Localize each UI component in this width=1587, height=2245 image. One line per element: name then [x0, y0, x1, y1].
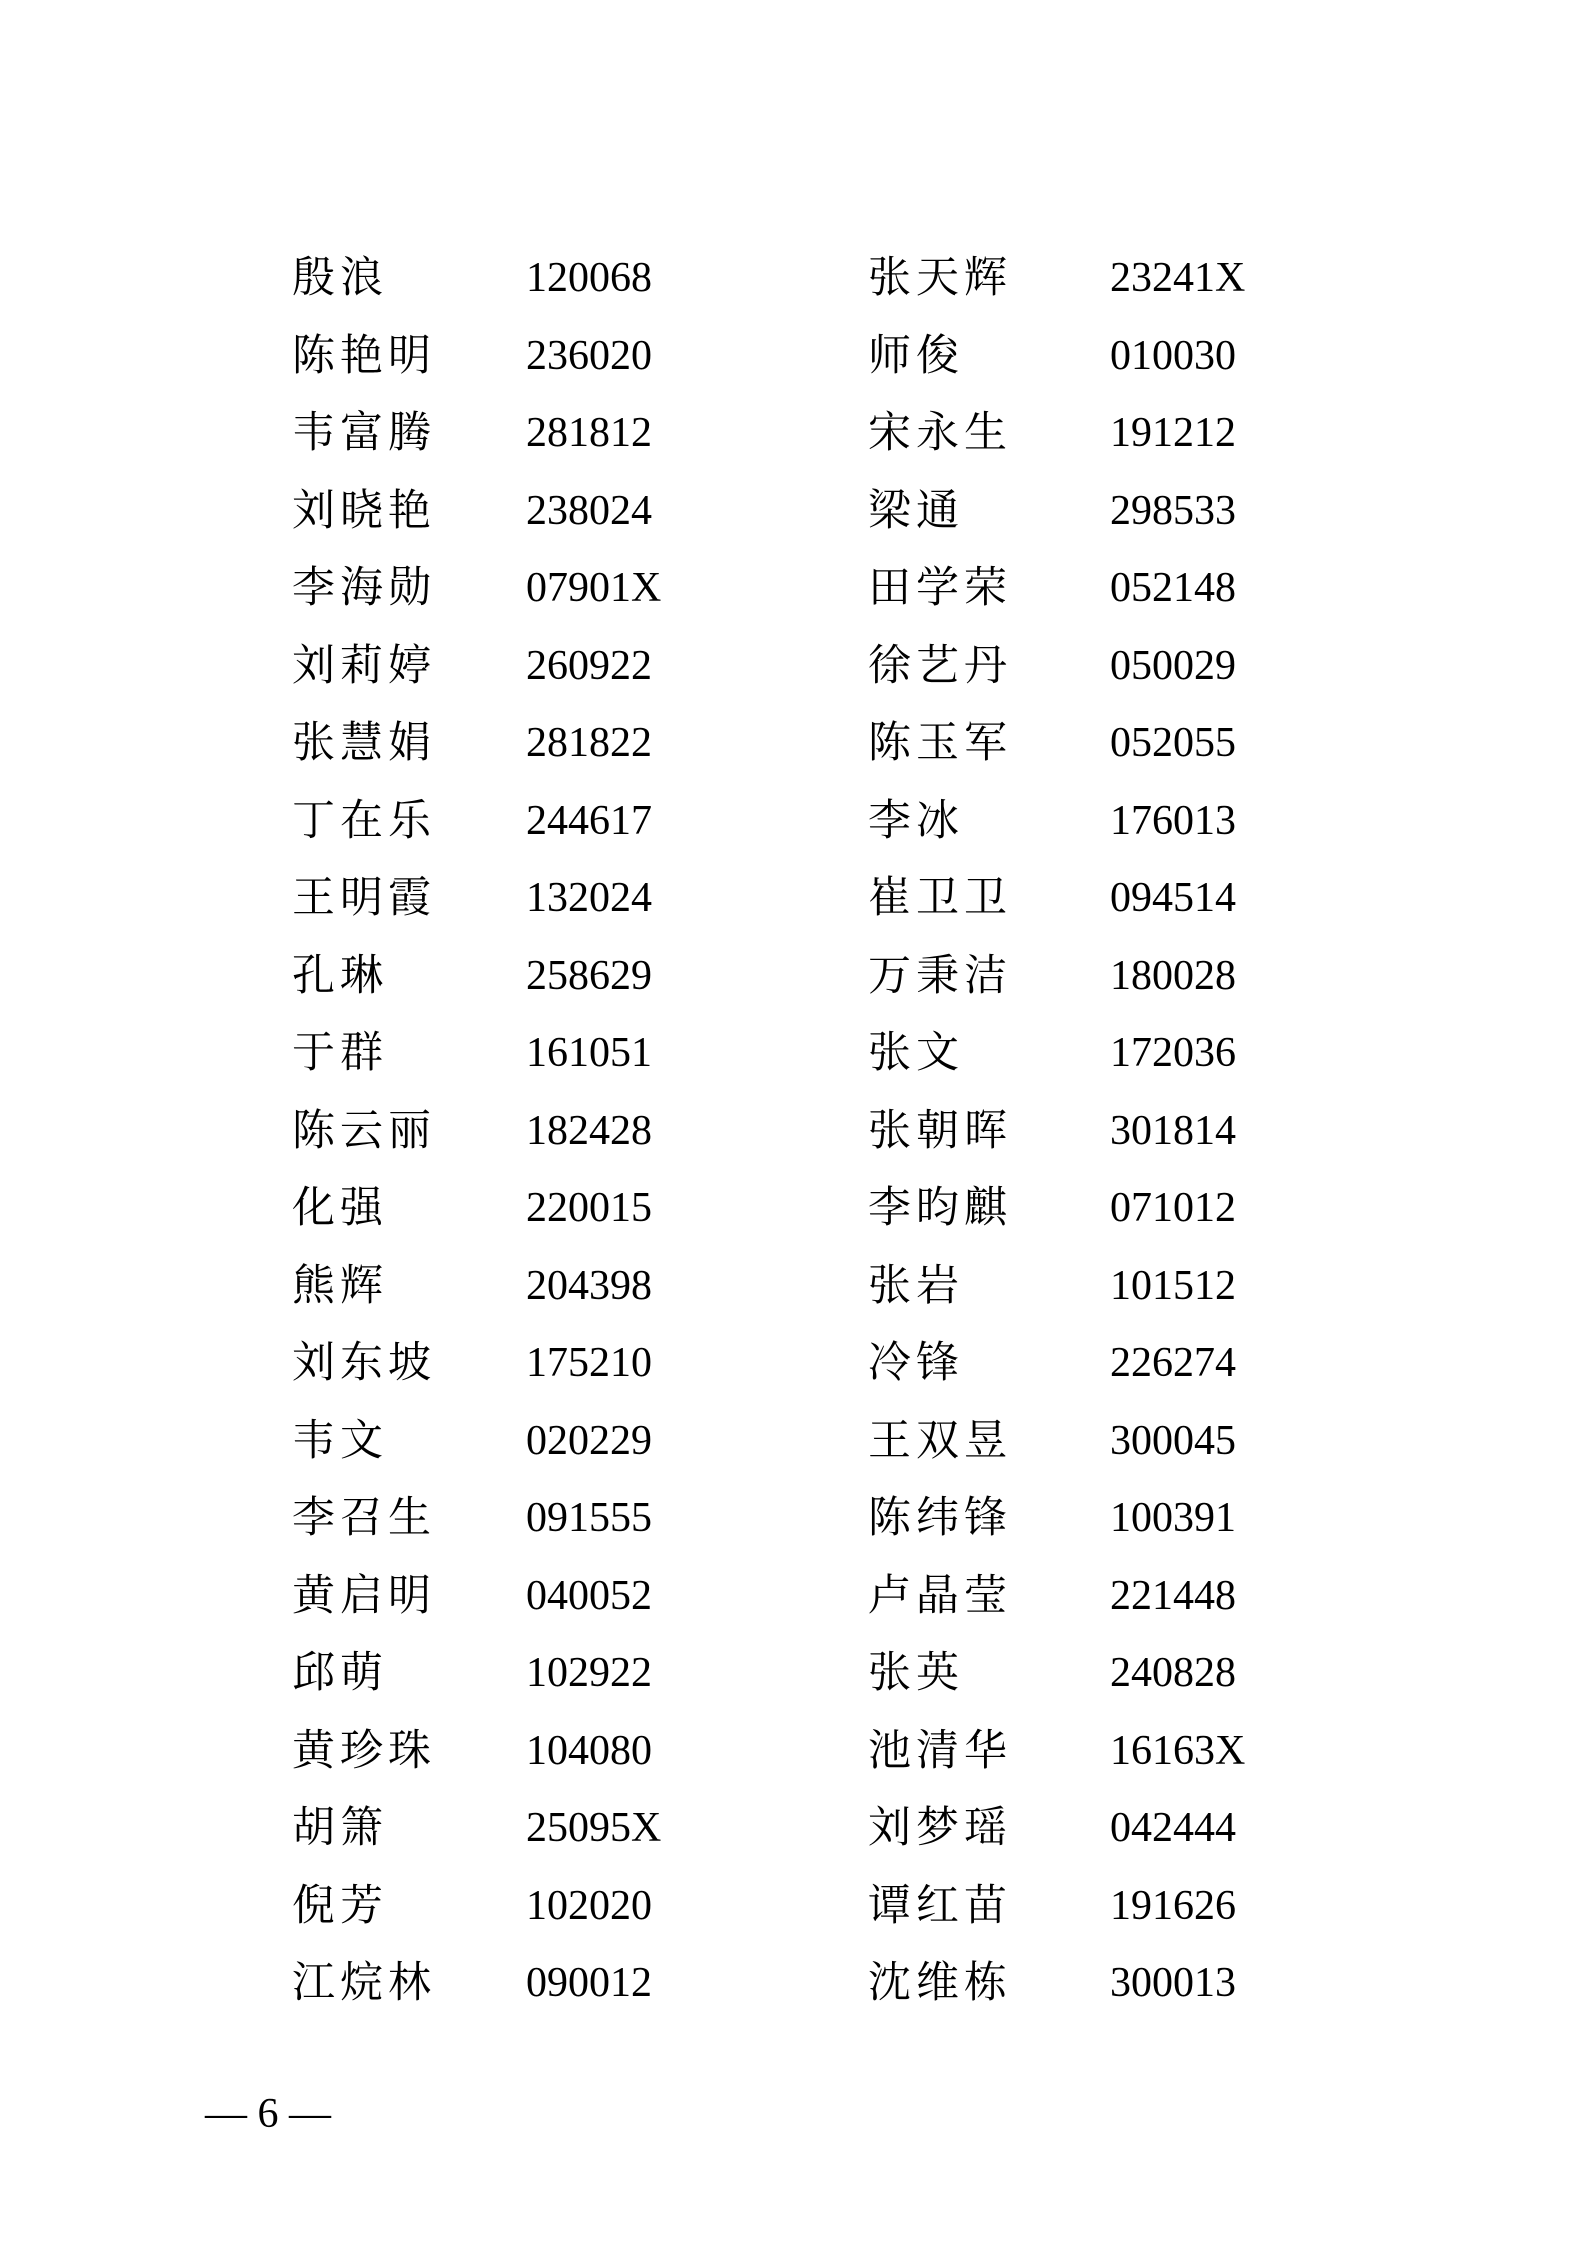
person-name: 韦文 [292, 1415, 388, 1466]
id-code: 175210 [526, 1340, 652, 1386]
person-name: 冷锋 [868, 1338, 964, 1388]
id-code: 120068 [526, 255, 652, 301]
person-name: 陈艳明 [292, 330, 436, 381]
id-code: 050029 [1110, 642, 1236, 689]
id-code: 102922 [526, 1650, 652, 1696]
person-name: 刘梦瑶 [868, 1803, 1012, 1853]
person-name: 李海勋 [292, 563, 436, 613]
id-code: 191212 [1110, 410, 1236, 456]
id-code: 204398 [526, 1262, 652, 1309]
person-name: 殷浪 [292, 253, 388, 303]
person-name: 李召生 [292, 1493, 436, 1543]
person-name: 陈纬锋 [868, 1493, 1012, 1543]
id-code: 182428 [526, 1107, 652, 1154]
id-code: 094514 [1110, 875, 1236, 921]
person-name: 沈维栋 [868, 1958, 1012, 2008]
person-name: 倪芳 [292, 1880, 388, 1931]
id-code: 052148 [1110, 565, 1236, 611]
id-code: 090012 [526, 1960, 652, 2006]
id-code: 16163X [1110, 1727, 1246, 1774]
id-code: 091555 [526, 1495, 652, 1541]
person-name: 胡箫 [292, 1803, 388, 1853]
id-code: 172036 [1110, 1030, 1236, 1076]
id-code: 104080 [526, 1727, 652, 1774]
id-code: 300013 [1110, 1960, 1236, 2006]
person-name: 徐艺丹 [868, 640, 1012, 691]
id-code: 07901X [526, 565, 662, 611]
id-code: 071012 [1110, 1185, 1236, 1231]
id-code: 281822 [526, 720, 652, 766]
page-number: — 6 — [205, 2091, 331, 2137]
person-name: 池清华 [868, 1725, 1012, 1776]
id-code: 236020 [526, 332, 652, 379]
person-name: 刘莉婷 [292, 640, 436, 691]
person-name: 师俊 [868, 330, 964, 381]
id-code: 010030 [1110, 332, 1236, 379]
person-name: 张英 [868, 1648, 964, 1698]
person-name: 张岩 [868, 1260, 964, 1311]
person-name: 丁在乐 [292, 795, 436, 846]
id-code: 300045 [1110, 1417, 1236, 1464]
id-code: 042444 [1110, 1805, 1236, 1851]
id-code: 040052 [526, 1572, 652, 1619]
id-code: 260922 [526, 642, 652, 689]
person-name: 张朝晖 [868, 1105, 1012, 1156]
person-name: 李冰 [868, 795, 964, 846]
id-code: 258629 [526, 952, 652, 999]
person-name: 宋永生 [868, 408, 1012, 458]
person-name: 张天辉 [868, 253, 1012, 303]
person-name: 王双昱 [868, 1415, 1012, 1466]
person-name: 邱萌 [292, 1648, 388, 1698]
person-name: 陈云丽 [292, 1105, 436, 1156]
id-code: 161051 [526, 1030, 652, 1076]
person-name: 江烷林 [292, 1958, 436, 2008]
person-name: 于群 [292, 1028, 388, 1078]
id-code: 100391 [1110, 1495, 1236, 1541]
id-code: 191626 [1110, 1882, 1236, 1929]
id-code: 23241X [1110, 255, 1246, 301]
person-name: 化强 [292, 1183, 388, 1233]
id-code: 238024 [526, 487, 652, 534]
id-code: 102020 [526, 1882, 652, 1929]
person-name: 黄珍珠 [292, 1725, 436, 1776]
person-name: 黄启明 [292, 1570, 436, 1621]
person-name: 崔卫卫 [868, 873, 1012, 923]
person-name: 刘东坡 [292, 1338, 436, 1388]
id-code: 101512 [1110, 1262, 1236, 1309]
id-code: 301814 [1110, 1107, 1236, 1154]
id-code: 176013 [1110, 797, 1236, 844]
id-code: 25095X [526, 1805, 662, 1851]
person-name: 孔琳 [292, 950, 388, 1001]
person-name: 王明霞 [292, 873, 436, 923]
id-code: 020229 [526, 1417, 652, 1464]
id-code: 226274 [1110, 1340, 1236, 1386]
person-name: 张文 [868, 1028, 964, 1078]
person-name: 谭红苗 [868, 1880, 1012, 1931]
id-code: 221448 [1110, 1572, 1236, 1619]
person-name: 陈玉军 [868, 718, 1012, 768]
person-name: 卢晶莹 [868, 1570, 1012, 1621]
person-name: 熊辉 [292, 1260, 388, 1311]
person-name: 刘晓艳 [292, 485, 436, 536]
id-code: 240828 [1110, 1650, 1236, 1696]
person-name: 张慧娟 [292, 718, 436, 768]
id-code: 132024 [526, 875, 652, 921]
id-code: 281812 [526, 410, 652, 456]
id-code: 298533 [1110, 487, 1236, 534]
id-code: 244617 [526, 797, 652, 844]
id-code: 052055 [1110, 720, 1236, 766]
person-name: 田学荣 [868, 563, 1012, 613]
person-name: 万秉洁 [868, 950, 1012, 1001]
person-name: 韦富腾 [292, 408, 436, 458]
person-name: 梁通 [868, 485, 964, 536]
id-code: 220015 [526, 1185, 652, 1231]
id-code: 180028 [1110, 952, 1236, 999]
person-name: 李昀麒 [868, 1183, 1012, 1233]
